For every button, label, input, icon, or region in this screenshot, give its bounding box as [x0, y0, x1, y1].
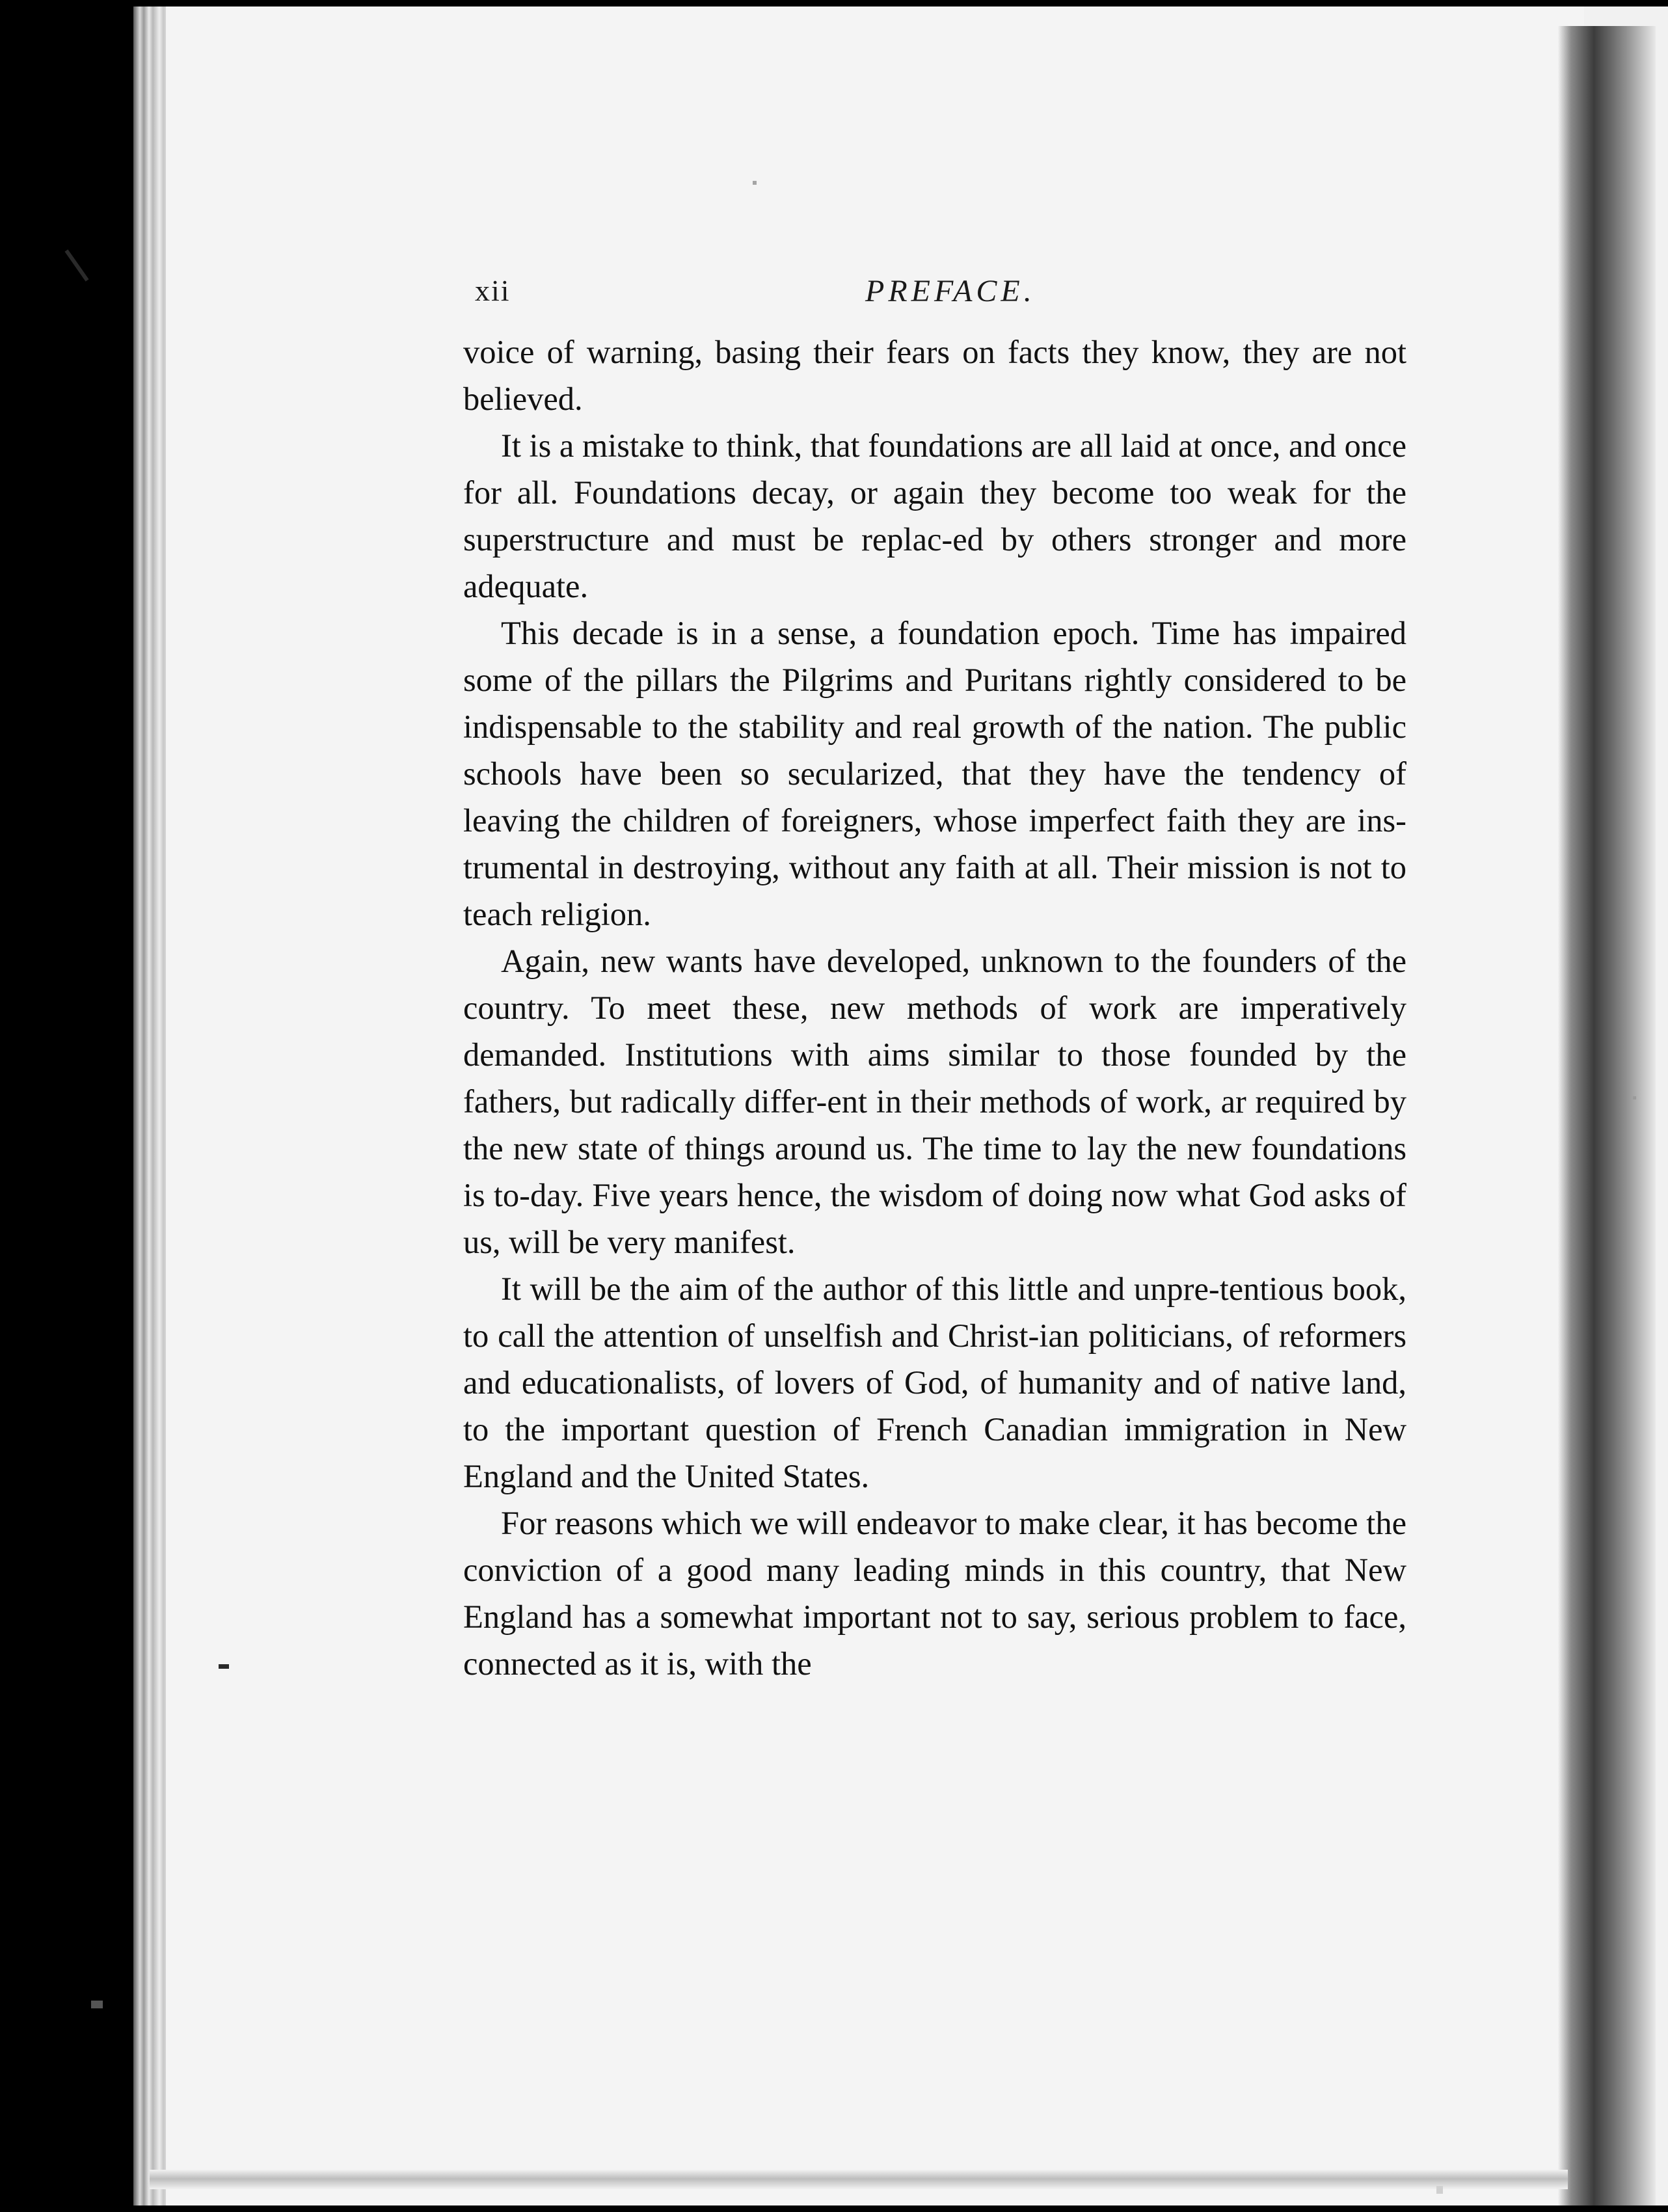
- page-bottom-edge: [150, 2170, 1568, 2189]
- scan-speck: [91, 2001, 103, 2008]
- paragraph: For reasons which we will endeavor to make clear, it has become the conviction of a good many leading minds in this country, that New England has a somewhat important not to say, serious problem to face, connected as it is, with the: [463, 1505, 1406, 1682]
- paragraph: It will be the aim of the author of this little and unpre-tentious book, to call the attention of unselfish and Christ-ian politicians, of reformers and educationalists, of lovers of God, of humanity and of native land, to the important question of French Canadian immigration in New England and the United States.: [463, 1271, 1406, 1494]
- paragraph: This decade is in a sense, a foundation epoch. Time has impaired some of the pillars the Pilgrims and Puritans rightly considered to be indispensable to the stability and real growth of the nation. The public schools have been so secularized, that they have the tendency of leaving the children of foreigners, whose imperfect faith they are ins-trumental in destroying, without any faith at all. Their mission is not to teach religion.: [463, 615, 1406, 932]
- page-header: [475, 273, 1412, 319]
- binding-shadow: [1558, 26, 1656, 2205]
- paragraph: Again, new wants have developed, unknown to the founders of the country. To meet these, new methods of work are imperatively demanded. Institutions with aims similar to those founded by the fathers, but radically differ-ent in their methods of work, ar required by the new state of things around us. The time to lay the new foundations is to-day. Five years hence, the wisdom of doing now what God asks of us, will be very manifest.: [463, 943, 1406, 1260]
- scan-speck: [1436, 2186, 1443, 2194]
- preface-body: [463, 329, 1406, 1687]
- scan-speck: [753, 181, 757, 185]
- paragraph: It is a mistake to think, that foundations are all laid at once, and once for all. Foundations decay, or again they become too weak for the superstructure and must be replac-ed by others stronger and more adequate.: [463, 427, 1406, 604]
- paragraph: voice of warning, basing their fears on facts they know, they are not believed.: [463, 334, 1406, 417]
- scan-speck: [219, 1664, 229, 1669]
- page-number: xii: [475, 274, 511, 307]
- running-head: PREFACE.: [865, 274, 1036, 308]
- scan-speck: [1633, 1096, 1636, 1099]
